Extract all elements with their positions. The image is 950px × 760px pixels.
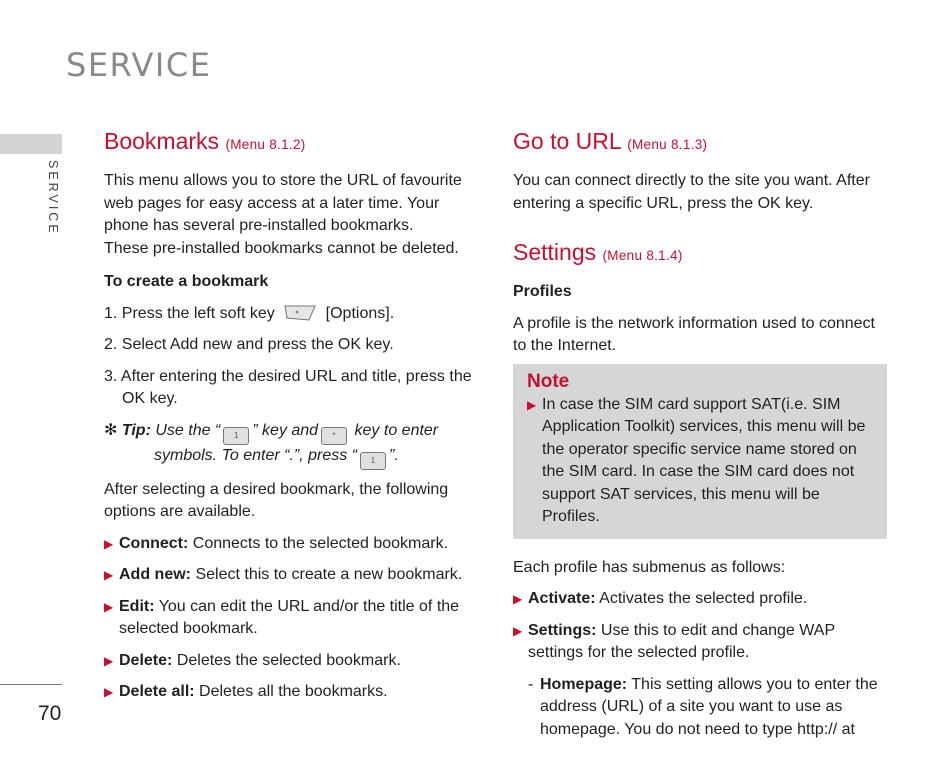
settings-menu-ref: (Menu 8.1.4) bbox=[602, 248, 683, 263]
option-add-new bbox=[104, 564, 479, 587]
option-label: Delete all: bbox=[119, 683, 195, 700]
bullet-arrow-icon: ▶ bbox=[104, 653, 114, 668]
submenu-text: This setting allows you to enter the address (URL) of a site you want to use as homepage. You do not need to type http:// at bbox=[540, 675, 878, 738]
submenu-activate bbox=[513, 588, 888, 611]
bookmarks-intro-2: These pre-installed bookmarks cannot be deleted. bbox=[104, 239, 459, 257]
option-text: Deletes all the bookmarks. bbox=[199, 683, 388, 700]
tip-text-c: key to enter symbols. To enter “.”, press “ bbox=[154, 421, 439, 464]
step-1 bbox=[104, 303, 479, 326]
step-1-text-a: 1. Press the left soft key bbox=[104, 304, 275, 322]
bullet-arrow-icon: ▶ bbox=[104, 568, 114, 582]
left-column bbox=[104, 126, 479, 713]
submenu-homepage bbox=[513, 674, 888, 742]
submenu-settings bbox=[513, 620, 888, 665]
option-label: Edit: bbox=[119, 597, 155, 615]
goto-url-text: You can connect directly to the site you want. After entering a specific URL, press the OK key. bbox=[513, 172, 870, 212]
right-column bbox=[513, 126, 888, 750]
tip-star-icon: ✻ bbox=[104, 421, 118, 439]
option-connect bbox=[104, 533, 479, 556]
option-label: Connect: bbox=[119, 534, 189, 552]
option-text: You can edit the URL and/or the title of the selected bookmark. bbox=[119, 597, 460, 637]
bookmarks-menu-ref: (Menu 8.1.2) bbox=[225, 137, 306, 152]
submenu-label: Settings: bbox=[528, 621, 597, 639]
page-number-rule bbox=[0, 684, 62, 685]
create-bookmark-title: To create a bookmark bbox=[104, 273, 269, 290]
bullet-arrow-icon: ▶ bbox=[104, 599, 114, 614]
note-box bbox=[513, 364, 887, 539]
step-3: 3. After entering the desired URL and title, press the OK key. bbox=[104, 367, 472, 407]
option-text: Deletes the selected bookmark. bbox=[176, 651, 401, 669]
tip-label: Tip: bbox=[121, 421, 151, 439]
step-1-text-b: [Options]. bbox=[325, 304, 395, 322]
submenu-label: Homepage: bbox=[540, 675, 628, 693]
left-soft-key-icon bbox=[283, 304, 317, 322]
tip-text-a: Use the “ bbox=[155, 421, 221, 439]
submenu-text: Activates the selected profile. bbox=[599, 590, 808, 607]
options-intro: After selecting a desired bookmark, the following options are available. bbox=[104, 480, 449, 520]
step-2: 2. Select Add new and press the OK key. bbox=[104, 336, 394, 353]
submenus-intro: Each profile has submenus as follows: bbox=[513, 558, 786, 576]
note-title: Note bbox=[527, 370, 570, 392]
key-1-icon-2: 1 bbox=[360, 452, 386, 470]
goto-url-menu-ref: (Menu 8.1.3) bbox=[627, 137, 708, 152]
bookmarks-title: Bookmarks bbox=[104, 128, 220, 154]
key-star-icon: * bbox=[321, 427, 347, 445]
option-text: Select this to create a new bookmark. bbox=[195, 566, 463, 583]
bullet-arrow-icon: ▶ bbox=[104, 536, 114, 551]
option-label: Add new: bbox=[119, 566, 191, 583]
key-1-icon: 1 bbox=[223, 427, 249, 445]
note-text: In case the SIM card support SAT(i.e. SIM Application Toolkit) services, this menu will be the operator specific service name stored on the SIM card. In case the SIM card does not support SAT services, this menu will be Profiles. bbox=[542, 395, 866, 525]
page-header-title: SERVICE bbox=[66, 46, 212, 84]
profiles-title: Profiles bbox=[513, 283, 572, 300]
dash-marker: - bbox=[528, 675, 534, 693]
tip bbox=[104, 420, 479, 470]
option-label: Delete: bbox=[119, 651, 173, 669]
bullet-arrow-icon: ▶ bbox=[513, 623, 523, 638]
side-section-label: SERVICE bbox=[46, 160, 60, 236]
goto-url-title: Go to URL bbox=[513, 128, 621, 154]
option-delete bbox=[104, 650, 479, 673]
bullet-arrow-icon: ▶ bbox=[527, 397, 537, 412]
submenu-label: Activate: bbox=[528, 590, 596, 607]
bullet-arrow-icon: ▶ bbox=[513, 592, 523, 606]
submenu-text: Use this to edit and change WAP settings for the selected profile. bbox=[528, 621, 835, 661]
goto-url-heading bbox=[513, 126, 888, 160]
bookmarks-intro: This menu allows you to store the URL of favourite web pages for easy access at a later time. Your phone has several pre-installed bookmarks. bbox=[104, 172, 462, 234]
option-text: Connects to the selected bookmark. bbox=[192, 534, 449, 552]
note-item bbox=[527, 394, 873, 529]
profiles-text: A profile is the network information used to connect to the Internet. bbox=[513, 314, 875, 354]
option-delete-all bbox=[104, 681, 479, 704]
page-number: 70 bbox=[38, 702, 62, 725]
settings-heading bbox=[513, 237, 888, 271]
tip-text-b: ” key and bbox=[252, 421, 319, 439]
side-tab-bar bbox=[0, 134, 62, 154]
option-edit bbox=[104, 596, 479, 641]
bookmarks-heading bbox=[104, 126, 479, 160]
settings-title: Settings bbox=[513, 239, 597, 265]
tip-text-d: ”. bbox=[389, 446, 399, 464]
bullet-arrow-icon: ▶ bbox=[104, 685, 114, 699]
